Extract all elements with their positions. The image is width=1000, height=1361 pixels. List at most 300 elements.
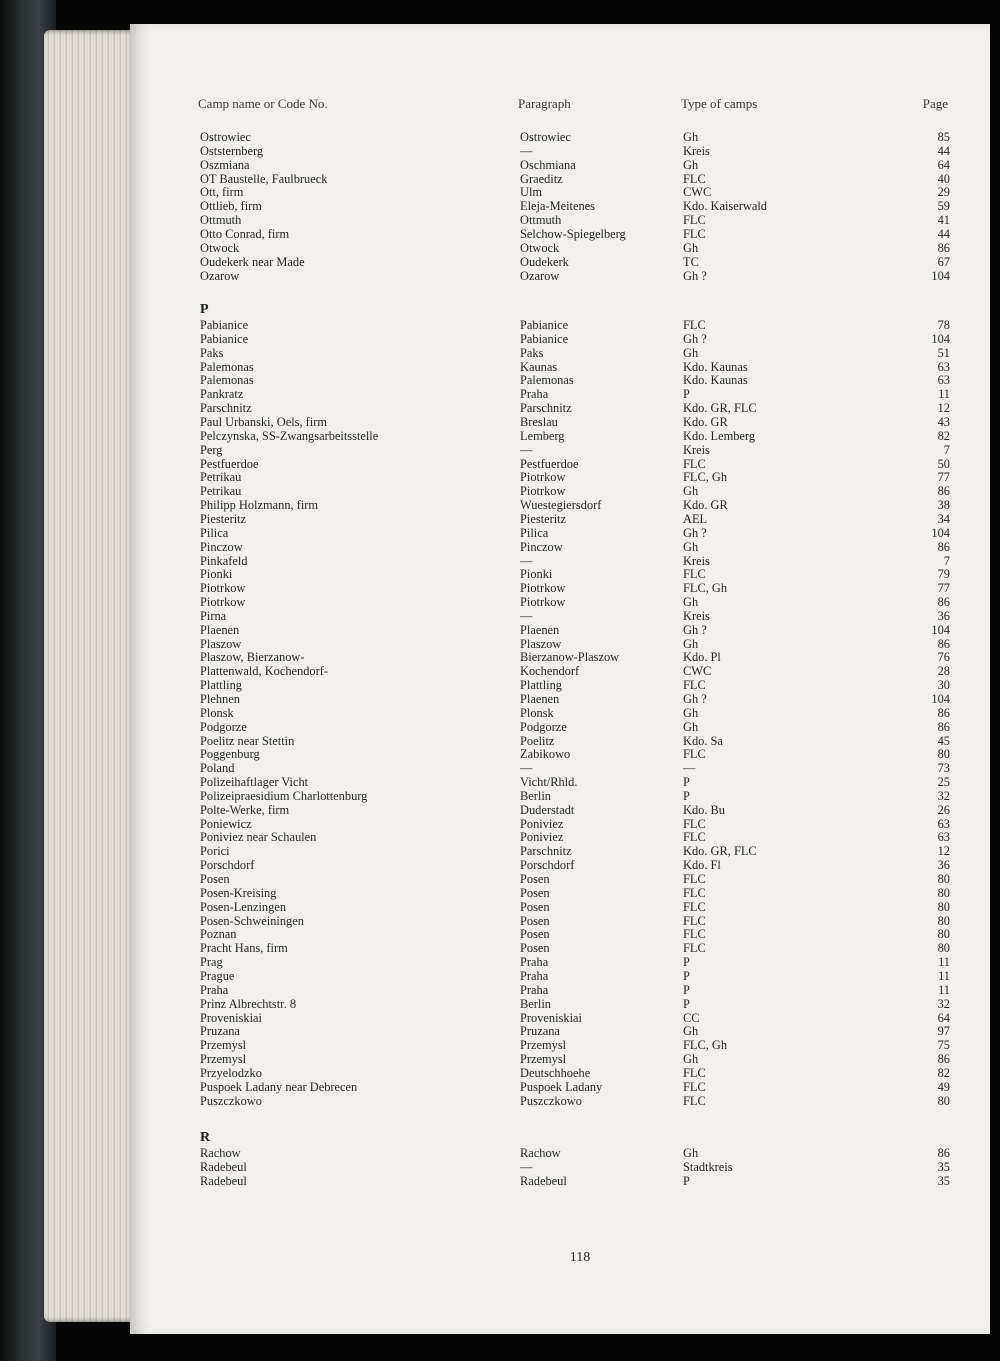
- header-type-of-camps: Type of camps: [681, 96, 758, 111]
- camp-type: Kdo. Kaiserwald: [683, 199, 767, 214]
- camp-name: Pabianice: [200, 331, 249, 346]
- camp-type: FLC: [683, 456, 706, 471]
- camp-name: Poland: [200, 761, 235, 776]
- table-row: [130, 185, 990, 199]
- table-row: [130, 346, 990, 360]
- page-ref: 35: [937, 1159, 950, 1174]
- table-row: [130, 269, 990, 283]
- paragraph: Praha: [520, 387, 549, 402]
- table-row: [130, 637, 990, 651]
- page-ref: 86: [937, 719, 950, 734]
- table-row: [130, 1052, 990, 1066]
- page-ref: 12: [937, 844, 950, 859]
- page-ref: 11: [938, 955, 950, 970]
- camp-name: Ozarow: [200, 268, 240, 283]
- paragraph: Puszczkowo: [520, 1093, 582, 1108]
- page-ref: 82: [937, 428, 950, 443]
- camp-name: Plonsk: [200, 705, 234, 720]
- table-row: [130, 789, 990, 803]
- page-ref: 49: [937, 1079, 950, 1094]
- page-ref: 11: [938, 387, 950, 402]
- camp-type: Kdo. GR: [683, 498, 728, 512]
- camp-name: Plaszow: [200, 636, 242, 651]
- page-ref: 80: [937, 899, 950, 914]
- table-row: [130, 1038, 990, 1052]
- paragraph: Plattling: [520, 678, 562, 693]
- camp-name: Prinz Albrechtstr. 8: [200, 996, 297, 1011]
- page-ref: 86: [937, 1052, 950, 1066]
- paragraph: Palemonas: [520, 373, 574, 388]
- camp-type: Gh ?: [683, 525, 707, 540]
- paragraph: Eleja-Meitenes: [520, 199, 595, 214]
- table-row: [130, 830, 990, 844]
- paragraph: Porschdorf: [520, 858, 575, 873]
- page-ref: 26: [937, 802, 950, 817]
- page-ref: 80: [937, 927, 950, 942]
- table-row: [130, 415, 990, 429]
- page-ref: 11: [938, 982, 950, 997]
- page-ref: 64: [937, 157, 950, 172]
- camp-type: FLC: [683, 927, 706, 942]
- camp-name: Plattling: [200, 678, 242, 693]
- camp-name: Radebeul: [200, 1173, 247, 1188]
- camp-name: Plattenwald, Kochendorf-: [200, 664, 328, 679]
- paragraph: Kaunas: [520, 359, 558, 374]
- table-row: [130, 1146, 990, 1160]
- table-row: [130, 498, 990, 512]
- table-row: [130, 401, 990, 415]
- paragraph: Ozarow: [520, 268, 560, 283]
- paragraph: Posen: [520, 885, 550, 900]
- paragraph: —: [520, 761, 533, 776]
- table-row: [130, 199, 990, 213]
- paragraph: Piesteritz: [520, 511, 567, 526]
- table-row: [130, 817, 990, 831]
- page-ref: 29: [937, 185, 950, 200]
- camp-name: Proveniskiai: [200, 1010, 262, 1025]
- camp-type: Gh: [683, 1024, 699, 1039]
- paragraph: Selchow-Spiegelberg: [520, 226, 626, 241]
- camp-type: Kreis: [683, 442, 710, 457]
- camp-type: Kdo. GR: [683, 414, 728, 429]
- camp-name: Plehnen: [200, 692, 240, 706]
- table-row: [130, 470, 990, 484]
- page-ref: 86: [937, 1146, 950, 1160]
- page-ref: 35: [937, 1173, 950, 1188]
- camp-type: Kreis: [683, 143, 710, 158]
- camp-name: Rachow: [200, 1146, 241, 1160]
- paragraph: Podgorze: [520, 719, 567, 734]
- camp-name: Poniewicz: [200, 816, 252, 831]
- page-ref: 86: [937, 595, 950, 609]
- camp-type: Gh ?: [683, 331, 707, 346]
- camp-type: FLC: [683, 913, 706, 928]
- paragraph: Praha: [520, 955, 549, 970]
- camp-name: Prag: [200, 955, 223, 970]
- paragraph: —: [520, 608, 533, 623]
- page-ref: 82: [937, 1065, 950, 1080]
- table-row: [130, 213, 990, 227]
- paragraph: Duderstadt: [520, 802, 575, 817]
- page-ref: 7: [943, 553, 950, 568]
- paragraph: Praha: [520, 982, 549, 997]
- paragraph: Parschnitz: [520, 844, 572, 859]
- page-ref: 77: [937, 581, 950, 596]
- table-row: [130, 927, 990, 941]
- table-row: [130, 650, 990, 664]
- header-page: Page: [922, 96, 948, 111]
- table-row: [130, 941, 990, 955]
- table-row: [130, 997, 990, 1011]
- camp-type: P: [683, 1173, 690, 1188]
- table-row: [130, 172, 990, 186]
- table-row: [130, 540, 990, 554]
- table-row: [130, 595, 990, 609]
- camp-name: Prague: [200, 968, 235, 983]
- paragraph: Praha: [520, 968, 549, 983]
- camp-type: P: [683, 982, 690, 997]
- camp-name: Posen-Kreising: [200, 885, 277, 900]
- camp-type: FLC, Gh: [683, 1038, 728, 1053]
- camp-type: FLC: [683, 678, 706, 693]
- page-ref: 38: [937, 498, 950, 512]
- table-row: [130, 1080, 990, 1094]
- camp-name: Praha: [200, 982, 229, 997]
- camp-type: Gh: [683, 595, 699, 609]
- paragraph: Otwock: [520, 240, 560, 255]
- camp-type: Kreis: [683, 608, 710, 623]
- camp-name: Pinkafeld: [200, 553, 248, 568]
- camp-type: Kdo. Kaunas: [683, 359, 748, 374]
- page-ref: 63: [937, 373, 950, 388]
- page-ref: 80: [937, 941, 950, 956]
- table-row: [130, 567, 990, 581]
- paragraph: Poniviez: [520, 830, 564, 845]
- camp-name: Oudekerk near Made: [200, 254, 305, 269]
- page-ref: 76: [937, 650, 950, 665]
- table-row: [130, 554, 990, 568]
- paragraph: Deutschhoehe: [520, 1065, 591, 1080]
- paragraph: Paks: [520, 345, 544, 360]
- camp-name: Poelitz near Stettin: [200, 733, 295, 748]
- camp-name: Poggenburg: [200, 747, 260, 762]
- camp-name: Plaenen: [200, 622, 240, 637]
- camp-type: FLC: [683, 318, 706, 332]
- camp-name: Paul Urbanski, Oels, firm: [200, 414, 327, 429]
- page-ref: 73: [937, 761, 950, 776]
- camp-name: Ostrowiec: [200, 130, 251, 144]
- camp-type: Gh: [683, 240, 699, 255]
- paragraph: Puspoek Ladany: [520, 1079, 603, 1094]
- page-ref: 34: [937, 511, 950, 526]
- camp-name: Ott, firm: [200, 185, 244, 200]
- table-row: [130, 900, 990, 914]
- camp-type: Gh: [683, 539, 699, 554]
- camp-name: Podgorze: [200, 719, 247, 734]
- camp-type: FLC: [683, 1079, 706, 1094]
- camp-type: FLC, Gh: [683, 581, 728, 596]
- camp-type: Kdo. Lemberg: [683, 428, 756, 443]
- page-ref: 97: [937, 1024, 950, 1039]
- page-ref: 104: [931, 525, 950, 540]
- camp-type: Kdo. Bu: [683, 802, 725, 817]
- table-row: [130, 858, 990, 872]
- camp-name: Puspoek Ladany near Debrecen: [200, 1079, 358, 1094]
- page-ref: 86: [937, 484, 950, 499]
- header-camp-name: Camp name or Code No.: [198, 96, 328, 111]
- table-row: [130, 872, 990, 886]
- paragraph: Wuestegiersdorf: [520, 498, 602, 512]
- page-ref: 30: [937, 678, 950, 693]
- section-heading-r: R: [200, 1130, 211, 1145]
- camp-name: Palemonas: [200, 359, 254, 374]
- paragraph: Posen: [520, 941, 550, 956]
- paragraph: Berlin: [520, 996, 551, 1011]
- page-ref: 44: [937, 226, 950, 241]
- camp-type: —: [683, 761, 696, 776]
- paragraph: —: [520, 143, 533, 158]
- paragraph: —: [520, 553, 533, 568]
- paragraph: Plaenen: [520, 692, 560, 706]
- header-paragraph: Paragraph: [518, 96, 571, 111]
- camp-name: Przemysl: [200, 1038, 247, 1053]
- table-row: [130, 623, 990, 637]
- paragraph: Przemysl: [520, 1052, 567, 1066]
- page-ref: 25: [937, 775, 950, 789]
- paragraph: Posen: [520, 913, 550, 928]
- paragraph: Pilica: [520, 525, 549, 540]
- table-row: [130, 512, 990, 526]
- table-row: [130, 844, 990, 858]
- camp-type: CWC: [683, 664, 712, 679]
- camp-name: OT Baustelle, Faulbrueck: [200, 171, 328, 186]
- camp-type: Gh ?: [683, 692, 707, 706]
- paragraph: Graeditz: [520, 171, 563, 186]
- camp-type: Gh: [683, 345, 699, 360]
- paragraph: Pruzana: [520, 1024, 560, 1039]
- page-ref: 59: [937, 199, 950, 214]
- camp-name: Pracht Hans, firm: [200, 941, 288, 956]
- camp-type: Gh: [683, 1052, 699, 1066]
- paragraph: Ottmuth: [520, 213, 562, 228]
- page-ref: 28: [937, 664, 950, 679]
- paragraph: Parschnitz: [520, 401, 572, 416]
- table-row: [130, 914, 990, 928]
- paragraph: Proveniskiai: [520, 1010, 582, 1025]
- camp-type: FLC: [683, 899, 706, 914]
- camp-name: Perg: [200, 442, 223, 457]
- section-heading-p: P: [200, 302, 209, 317]
- paragraph: Pabianice: [520, 331, 569, 346]
- table-row: [130, 1011, 990, 1025]
- table-row: [130, 227, 990, 241]
- page-ref: 36: [937, 858, 950, 873]
- paragraph: Ulm: [520, 185, 543, 200]
- table-row: [130, 761, 990, 775]
- paragraph: Plaenen: [520, 622, 560, 637]
- paragraph: Plaszow: [520, 636, 562, 651]
- camp-type: FLC: [683, 830, 706, 845]
- camp-type: Kdo. GR, FLC: [683, 401, 757, 416]
- table-row: [130, 969, 990, 983]
- page-ref: 80: [937, 747, 950, 762]
- page-ref: 79: [937, 567, 950, 582]
- paragraph: Berlin: [520, 788, 551, 803]
- table-row: [130, 706, 990, 720]
- camp-name: Posen-Lenzingen: [200, 899, 287, 914]
- page-ref: 104: [931, 268, 950, 283]
- page-ref: 80: [937, 885, 950, 900]
- table-row: [130, 720, 990, 734]
- page-ref: 64: [937, 1010, 950, 1025]
- camp-name: Ottmuth: [200, 213, 242, 228]
- camp-type: Kdo. Fl: [683, 858, 721, 873]
- camp-type: FLC: [683, 213, 706, 228]
- paragraph: Oudekerk: [520, 254, 569, 269]
- paragraph: Kochendorf: [520, 664, 580, 679]
- camp-type: Kreis: [683, 553, 710, 568]
- paragraph: Posen: [520, 927, 550, 942]
- camp-name: Piesteritz: [200, 511, 247, 526]
- page-ref: 78: [937, 318, 950, 332]
- camp-type: Gh: [683, 130, 699, 144]
- page-ref: 43: [937, 414, 950, 429]
- camp-type: FLC: [683, 226, 706, 241]
- table-row: [130, 484, 990, 498]
- camp-type: P: [683, 775, 690, 789]
- camp-name: Radebeul: [200, 1159, 247, 1174]
- camp-name: Porici: [200, 844, 230, 859]
- page-ref: 86: [937, 636, 950, 651]
- camp-type: FLC: [683, 1093, 706, 1108]
- camp-name: Posen-Schweiningen: [200, 913, 304, 928]
- table-row: [130, 241, 990, 255]
- page-ref: 104: [931, 622, 950, 637]
- table-row: [130, 609, 990, 623]
- camp-name: Ottlieb, firm: [200, 199, 262, 214]
- page-ref: 80: [937, 913, 950, 928]
- page-ref: 11: [938, 968, 950, 983]
- table-row: [130, 360, 990, 374]
- paragraph: Vicht/Rhld.: [520, 775, 578, 789]
- paragraph: Piotrkow: [520, 581, 566, 596]
- table-row: [130, 130, 990, 144]
- page-ref: 36: [937, 608, 950, 623]
- table-row: [130, 692, 990, 706]
- paragraph: Poniviez: [520, 816, 564, 831]
- page-ref: 32: [937, 788, 950, 803]
- page-number: 118: [569, 1250, 591, 1265]
- camp-type: FLC: [683, 747, 706, 762]
- camp-type: FLC: [683, 885, 706, 900]
- camp-type: P: [683, 996, 690, 1011]
- table-row: [130, 747, 990, 761]
- camp-name: Pankratz: [200, 387, 244, 402]
- camp-name: Poznan: [200, 927, 237, 942]
- camp-type: FLC: [683, 567, 706, 582]
- page-ref: 12: [937, 401, 950, 416]
- paragraph: Oschmiana: [520, 157, 576, 172]
- paragraph: Ostrowiec: [520, 130, 571, 144]
- camp-name: Poniviez near Schaulen: [200, 830, 317, 845]
- camp-name: Przyelodzko: [200, 1065, 262, 1080]
- page-ref: 50: [937, 456, 950, 471]
- table-row: [130, 734, 990, 748]
- camp-type: Gh: [683, 157, 699, 172]
- camp-name: Pirna: [200, 608, 227, 623]
- paragraph: Zabikowo: [520, 747, 571, 762]
- page-ref: 86: [937, 240, 950, 255]
- table-row: [130, 886, 990, 900]
- table-row: [130, 158, 990, 172]
- camp-name: Petrikau: [200, 470, 242, 485]
- camp-name: Pabianice: [200, 318, 249, 332]
- page-ref: 45: [937, 733, 950, 748]
- camp-name: Przemysl: [200, 1052, 247, 1066]
- table-row: [130, 332, 990, 346]
- camp-name: Parschnitz: [200, 401, 252, 416]
- table-row: [130, 1094, 990, 1108]
- paragraph: —: [520, 442, 533, 457]
- paragraph: Rachow: [520, 1146, 561, 1160]
- paragraph: Piotrkow: [520, 484, 566, 499]
- camp-type: Gh: [683, 719, 699, 734]
- camp-type: FLC: [683, 941, 706, 956]
- camp-name: Pionki: [200, 567, 233, 582]
- table-row: [130, 1024, 990, 1038]
- table-row: [130, 664, 990, 678]
- page-ref: 85: [937, 130, 950, 144]
- camp-name: Palemonas: [200, 373, 254, 388]
- page-ref: 80: [937, 1093, 950, 1108]
- table-row: [130, 443, 990, 457]
- camp-name: Posen: [200, 872, 230, 886]
- page-ref: 75: [937, 1038, 950, 1053]
- page-edges: [44, 30, 136, 1322]
- table-row: [130, 1066, 990, 1080]
- camp-type: Gh: [683, 484, 699, 499]
- page-ref: 86: [937, 705, 950, 720]
- paragraph: Posen: [520, 872, 550, 886]
- paragraph: Radebeul: [520, 1173, 567, 1188]
- paragraph: Pionki: [520, 567, 553, 582]
- page-ref: 44: [937, 143, 950, 158]
- camp-name: Pilica: [200, 525, 229, 540]
- camp-type: FLC: [683, 872, 706, 886]
- camp-type: Kdo. Sa: [683, 733, 723, 748]
- camp-type: FLC: [683, 171, 706, 186]
- camp-name: Philipp Holzmann, firm: [200, 498, 319, 512]
- table-row: [130, 775, 990, 789]
- camp-type: FLC: [683, 816, 706, 831]
- table-row: [130, 983, 990, 997]
- camp-type: P: [683, 387, 690, 402]
- table-row: [130, 373, 990, 387]
- paragraph: Lemberg: [520, 428, 565, 443]
- page-ref: 63: [937, 830, 950, 845]
- camp-name: Pelczynska, SS-Zwangsarbeitsstelle: [200, 428, 379, 443]
- camp-name: Piotrkow: [200, 581, 246, 596]
- camp-name: Paks: [200, 345, 224, 360]
- paragraph: Piotrkow: [520, 470, 566, 485]
- camp-name: Polizeihaftlager Vicht: [200, 775, 309, 789]
- table-row: [130, 255, 990, 269]
- camp-name: Polizeipraesidium Charlottenburg: [200, 788, 368, 803]
- page-ref: 77: [937, 470, 950, 485]
- table-row: [130, 318, 990, 332]
- camp-type: Gh: [683, 705, 699, 720]
- paragraph: Poelitz: [520, 733, 555, 748]
